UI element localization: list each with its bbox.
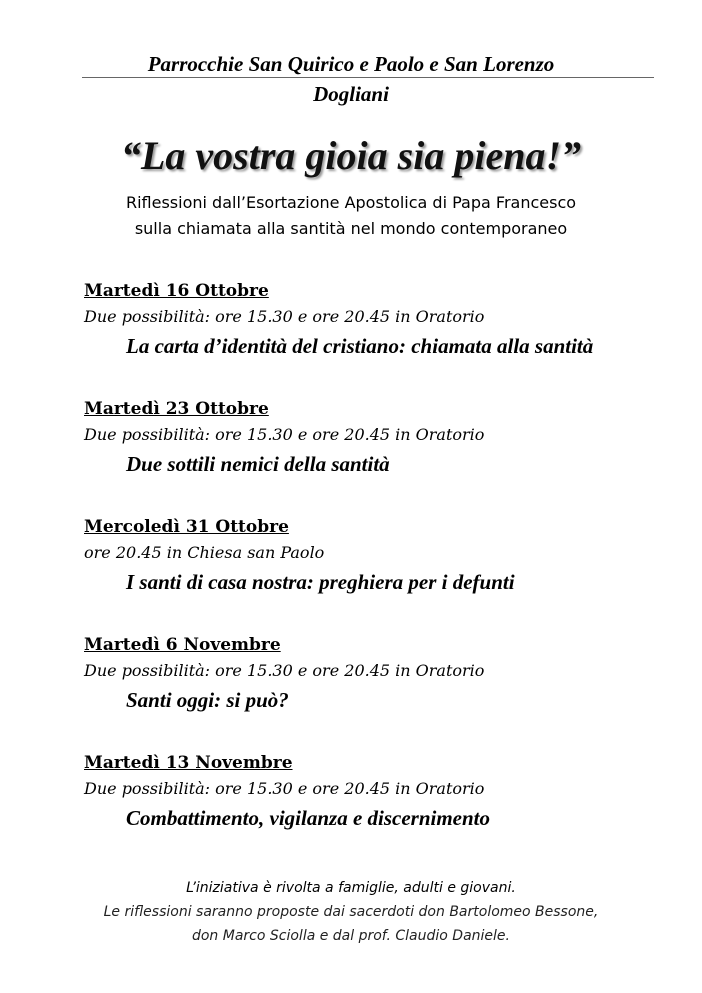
footer-note [0, 876, 702, 948]
event-topic: Due sottili nemici della santità [126, 452, 390, 476]
footer-line-2: don Marco Sciolla e dal prof. Claudio Daniele. [191, 928, 510, 944]
footer-lead: L’iniziativa è rivolta a famiglie, adulti e giovani. [186, 880, 516, 896]
event-time: Due possibilità: ore 15.30 e ore 20.45 in Oratorio [84, 307, 485, 326]
event-time: Due possibilità: ore 15.30 e ore 20.45 in Oratorio [84, 425, 485, 444]
event-3 [84, 515, 684, 597]
event-2 [84, 397, 684, 479]
event-topic: Combattimento, vigilanza e discernimento [126, 806, 491, 830]
event-time: Due possibilità: ore 15.30 e ore 20.45 in Oratorio [84, 779, 485, 798]
event-date: Mercoledì 31 Ottobre [84, 517, 289, 537]
event-date: Martedì 6 Novembre [84, 635, 281, 655]
event-1 [84, 279, 684, 361]
header-divider [82, 77, 654, 78]
event-date: Martedì 23 Ottobre [84, 399, 269, 419]
subtitle-line-1: Riflessioni dall’Esortazione Apostolica di Papa Francesco [125, 193, 577, 212]
event-4 [84, 633, 684, 715]
event-topic: La carta d’identità del cristiano: chiamata alla santità [126, 334, 594, 358]
event-topic: I santi di casa nostra: preghiera per i defunti [126, 570, 515, 594]
event-date: Martedì 16 Ottobre [84, 281, 269, 301]
event-topic: Santi oggi: si può? [126, 688, 289, 712]
footer-line-1: Le riflessioni saranno proposte dai sacerdoti don Bartolomeo Bessone, [103, 904, 599, 920]
event-date: Martedì 13 Novembre [84, 753, 293, 773]
subtitle-line-2: sulla chiamata alla santità nel mondo contemporaneo [134, 219, 568, 238]
event-5 [84, 751, 684, 833]
town-name: Dogliani [313, 82, 389, 106]
main-title: “La vostra gioia sia piena!” [120, 133, 582, 178]
event-time: Due possibilità: ore 15.30 e ore 20.45 in Oratorio [84, 661, 485, 680]
event-time: ore 20.45 in Chiesa san Paolo [84, 543, 325, 562]
subtitle [0, 190, 702, 242]
parish-name: Parrocchie San Quirico e Paolo e San Lorenzo [147, 52, 555, 76]
